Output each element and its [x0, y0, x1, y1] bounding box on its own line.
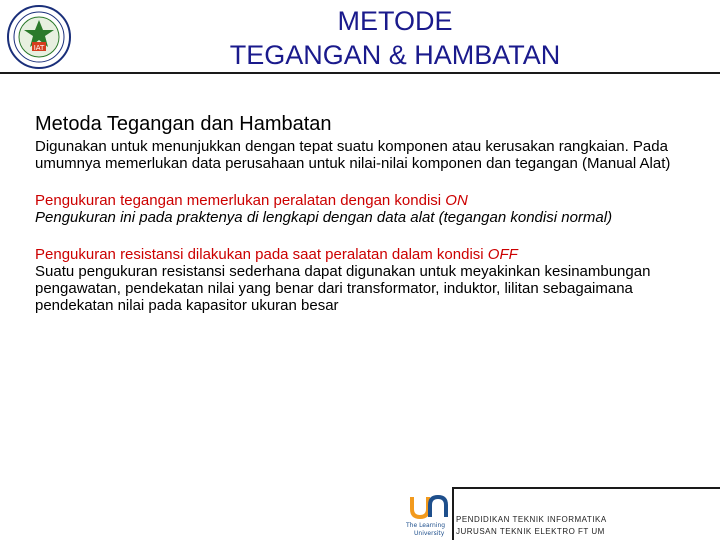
intro-paragraph: Digunakan untuk menunjukkan dengan tepat suatu komponen atau kerusakan rangkaian. Pada umumnya memerlukan data perusahaan untuk nilai-nilai komponen dan tegangan (Manual Alat) [35, 138, 671, 172]
footer-program-label: PENDIDIKAN TEKNIK INFORMATIKA [456, 515, 607, 524]
footer-logo-caption1: The Learning [406, 522, 446, 529]
footer-department-label: JURUSAN TEKNIK ELEKTRO FT UM [456, 527, 605, 536]
voltage-measure-text: Pengukuran tegangan memerlukan peralatan dengan kondisi [35, 192, 446, 209]
page-title-line2: TEGANGAN & HAMBATAN [229, 40, 561, 70]
slide-body [35, 112, 695, 314]
university-seal-icon [6, 4, 72, 70]
resistance-measure-note: Suatu pengukuran resistansi sederhana dapat digunakan untuk meyakinkan kesinambungan pengawatan, pendekatan nilai yang benar dari transformator, induktor, lilitan sebagaimana pendekatan nilai pada kapasitor ukuran besar [35, 263, 651, 314]
header-divider [0, 72, 720, 74]
page-title-line1: METODE [337, 6, 453, 36]
voltage-measure-note: Pengukuran ini pada praktenya di lengkapi dengan data alat (tegangan kondisi normal) [35, 209, 613, 226]
footer-divider [452, 487, 720, 489]
seal-lettering: IAT [33, 44, 45, 52]
voltage-state-on: ON [445, 192, 468, 209]
footer-logo-caption2: University [414, 530, 445, 537]
resistance-state-off: OFF [487, 246, 518, 263]
section-heading: Metoda Tegangan dan Hambatan [35, 113, 332, 135]
resistance-measure-text: Pengukuran resistansi dilakukan pada saat peralatan dalam kondisi [35, 246, 488, 263]
resistance-measure-line [35, 246, 695, 263]
footer-vertical-divider [452, 487, 454, 540]
the-learning-university-logo-icon [406, 493, 452, 537]
voltage-measure-line [35, 192, 695, 209]
